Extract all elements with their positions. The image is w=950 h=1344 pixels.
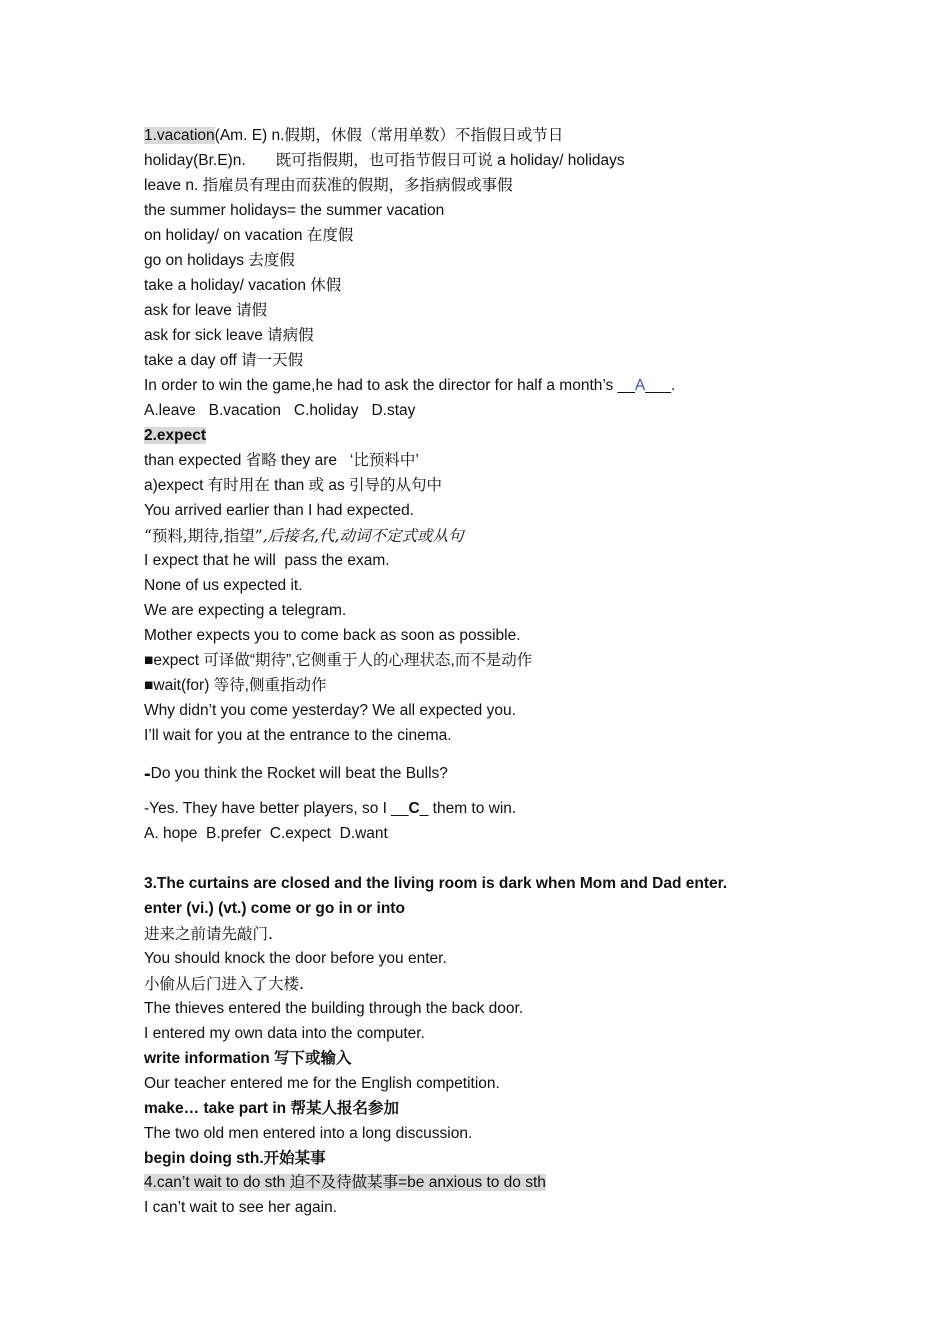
section-2-answer: C xyxy=(408,800,420,817)
section-2-line-7: We are expecting a telegram. xyxy=(144,602,347,619)
section-1-answer: A xyxy=(634,377,646,394)
section-3-line-7: write information 写下或输入 xyxy=(144,1050,352,1067)
section-2-line-2: a)expect 有时用在 than 或 as 引导的从句中 xyxy=(144,477,443,494)
section-1-title: 1.vacation xyxy=(144,127,215,144)
section-1-line-3: leave n. 指雇员有理由而获准的假期，多指病假或事假 xyxy=(144,177,513,194)
section-2-line-11: Why didn’t you come yesterday? We all expected you. xyxy=(144,702,516,719)
section-3-line-1: enter (vi.) (vt.) come or go in or into xyxy=(144,900,405,917)
section-3-line-8: Our teacher entered me for the English competition. xyxy=(144,1075,500,1092)
section-3-title: 3.The curtains are closed and the living room is dark when Mom and Dad enter. xyxy=(144,875,728,892)
section-1-line-10: take a day off 请一天假 xyxy=(144,352,304,369)
section-2-line-6: None of us expected it. xyxy=(144,577,303,594)
section-3-line-9: make… take part in 帮某人报名参加 xyxy=(144,1100,399,1117)
section-1-line-6: go on holidays 去度假 xyxy=(144,252,295,269)
section-1-line-9: ask for sick leave 请病假 xyxy=(144,327,314,344)
square-bullet-icon: ■ xyxy=(144,652,154,669)
section-3-line-3: You should knock the door before you enter. xyxy=(144,950,447,967)
section-3-line-4: 小偷从后门进入了大楼. xyxy=(144,975,304,993)
section-2-line-0 xyxy=(144,426,206,446)
section-3-line-2: 进来之前请先敲门. xyxy=(144,925,273,943)
section-4-title: 4.can’t wait to do sth 迫不及待做某事=be anxious to do sth xyxy=(144,1174,546,1191)
section-1-question: In order to win the game,he had to ask the director for half a month’s __A___. xyxy=(144,377,676,394)
section-1-line-8: ask for leave 请假 xyxy=(144,302,268,319)
section-2-options: A. hope B.prefer C.expect D.want xyxy=(144,825,388,842)
section-2-line-3: You arrived earlier than I had expected. xyxy=(144,502,414,519)
section-1-options: A.leave B.vacation C.holiday D.stay xyxy=(144,402,416,419)
section-2-line-1: than expected 省略 they are ‘比预料中’ xyxy=(144,452,419,469)
section-2-line-10: ■wait(for) 等待,侧重指动作 xyxy=(144,677,327,694)
section-1-line-2: holiday(Br.E)n. 既可指假期，也可指节假日可说 a holiday/ holidays xyxy=(144,152,625,169)
section-1-line-1: 1.vacation(Am. E) n.假期，休假（常用单数）不指假日或节日 xyxy=(144,127,564,144)
section-4-line-1: I can’t wait to see her again. xyxy=(144,1199,338,1216)
section-2-line-4: “预料,期待,指望”,后接名,代,动词不定式或从句 xyxy=(144,527,464,545)
section-1-line-4: the summer holidays= the summer vacation xyxy=(144,202,445,219)
section-1-line-5: on holiday/ on vacation 在度假 xyxy=(144,227,354,244)
section-2-dialog-2: -Yes. They have better players, so I __C_ them to win. xyxy=(144,800,517,817)
section-2-line-12: I’ll wait for you at the entrance to the cinema. xyxy=(144,727,452,744)
section-3-line-10: The two old men entered into a long discussion. xyxy=(144,1125,473,1142)
section-2-line-5: I expect that he will pass the exam. xyxy=(144,552,390,569)
section-1-line-7: take a holiday/ vacation 休假 xyxy=(144,277,342,294)
section-2-line-9: ■expect 可译做“期待”,它侧重于人的心理状态,而不是动作 xyxy=(144,652,533,669)
section-3-line-5: The thieves entered the building through the back door. xyxy=(144,1000,524,1017)
section-2-title: 2.expect xyxy=(144,427,207,444)
section-2-dialog-1: -Do you think the Rocket will beat the Bulls? xyxy=(144,763,448,785)
section-3-line-11: begin doing sth.开始某事 xyxy=(144,1150,326,1167)
section-3-line-6: I entered my own data into the computer. xyxy=(144,1025,425,1042)
square-bullet-icon: ■ xyxy=(144,677,154,694)
section-2-line-8: Mother expects you to come back as soon as possible. xyxy=(144,627,521,644)
